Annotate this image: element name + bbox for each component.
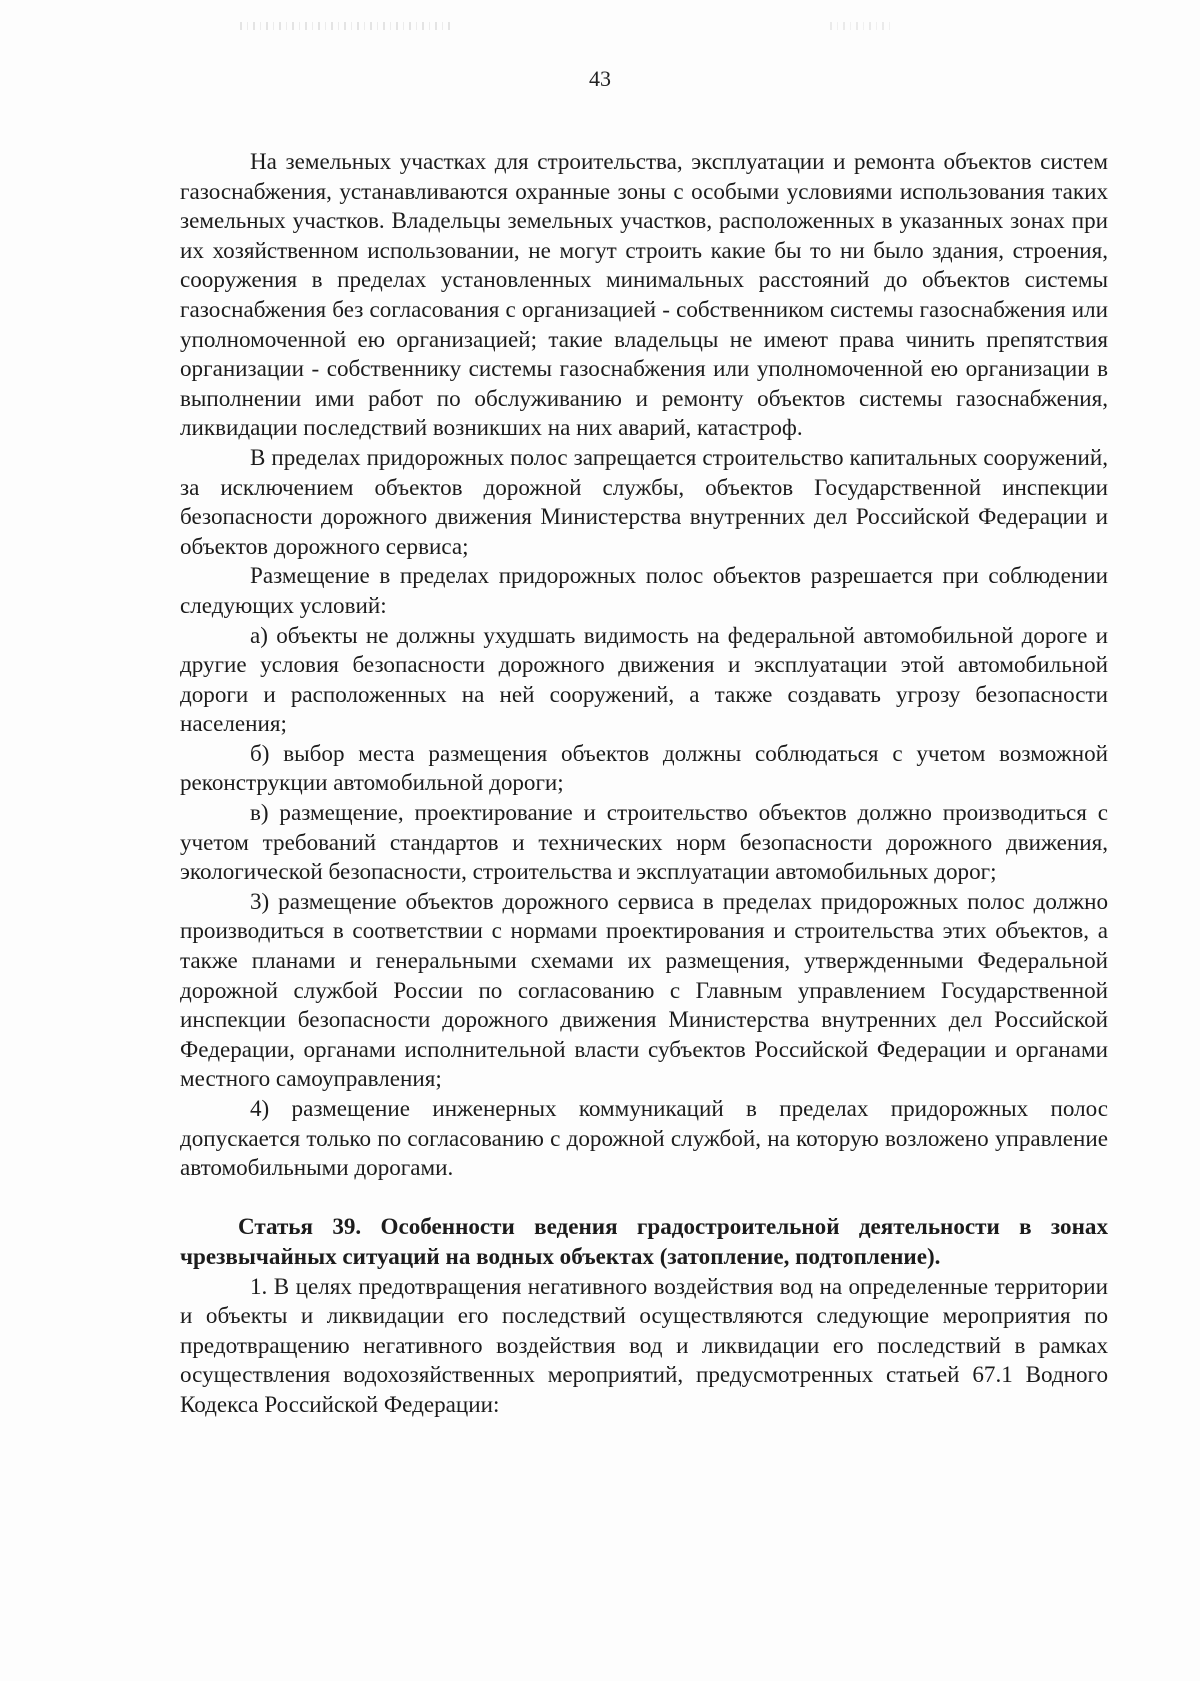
paragraph: 4) размещение инженерных коммуникаций в пределах придорожных полос допускается только по согласованию с дорожной службой, на которую возложено управление автомобильными дорогами.	[180, 1095, 1108, 1181]
paragraph: Размещение в пределах придорожных полос объектов разрешается при соблюдении следующих условий:	[180, 562, 1108, 618]
paragraph: 1. В целях предотвращения негативного воздействия вод на определенные территории и объекты и ликвидации его последствий осуществляются следующие мероприятия по предотвращению негативного воздействия вод и ликвидации его последствий в рамках осуществления водохозяйственных мероприятий, предусмотренных статьей 67.1 Водного Кодекса Российской Федерации:	[180, 1272, 1108, 1417]
paragraph: 3) размещение объектов дорожного сервиса в пределах придорожных полос должно производиться в соответствии с нормами проектирования и строительства этих объектов, а также планами и генеральными схемами их размещения, утвержденными Федеральной дорожной службой России по согласованию с Главным управлением Государственной инспекции безопасности дорожного движения Министерства внутренних дел Российской Федерации, органами исполнительной власти субъектов Российской Федерации и органами местного самоуправления;	[180, 887, 1108, 1092]
paragraph: в) размещение, проектирование и строительство объектов должно производиться с учетом требований стандартов и технических норм безопасности дорожного движения, экологической безопасности, строительства и эксплуатации автомобильных дорог;	[180, 799, 1108, 885]
page-number: 43	[589, 66, 611, 91]
scan-artifact	[830, 22, 890, 30]
document-body	[180, 147, 1108, 1420]
paragraph: На земельных участках для строительства, эксплуатации и ремонта объектов систем газоснабжения, устанавливаются охранные зоны с особыми условиями использования таких земельных участков. Владельцы земельных участков, расположенных в указанных зонах при их хозяйственном использовании, не могут строить какие бы то ни было здания, строения, сооружения в пределах установленных минимальных расстояний до объектов системы газоснабжения без согласования с организацией - собственником системы газоснабжения или уполномоченной ею организацией; такие владельцы не имеют права чинить препятствия организации - собственнику системы газоснабжения или уполномоченной ею организации в выполнении ими работ по обслуживанию и ремонту объектов системы газоснабжения, ликвидации последствий возникших на них аварий, катастроф.	[180, 148, 1108, 441]
paragraph: б) выбор места размещения объектов должны соблюдаться с учетом возможной реконструкции автомобильной дороги;	[180, 739, 1108, 796]
paragraph: В пределах придорожных полос запрещается строительство капитальных сооружений, за исключением объектов дорожной службы, объектов Государственной инспекции безопасности дорожного движения Министерства внутренних дел Российской Федерации и объектов дорожного сервиса;	[180, 443, 1108, 559]
paragraph: а) объекты не должны ухудшать видимость на федеральной автомобильной дороге и другие условия безопасности дорожного движения и эксплуатации этой автомобильной дороги и расположенных на ней сооружений, а также создавать угрозу безопасности населения;	[180, 621, 1108, 737]
scan-artifact	[240, 22, 450, 30]
article-heading: Статья 39. Особенности ведения градостроительной деятельности в зонах чрезвычайных ситуаций на водных объектах (затопление, подтопление).	[180, 1213, 1108, 1269]
